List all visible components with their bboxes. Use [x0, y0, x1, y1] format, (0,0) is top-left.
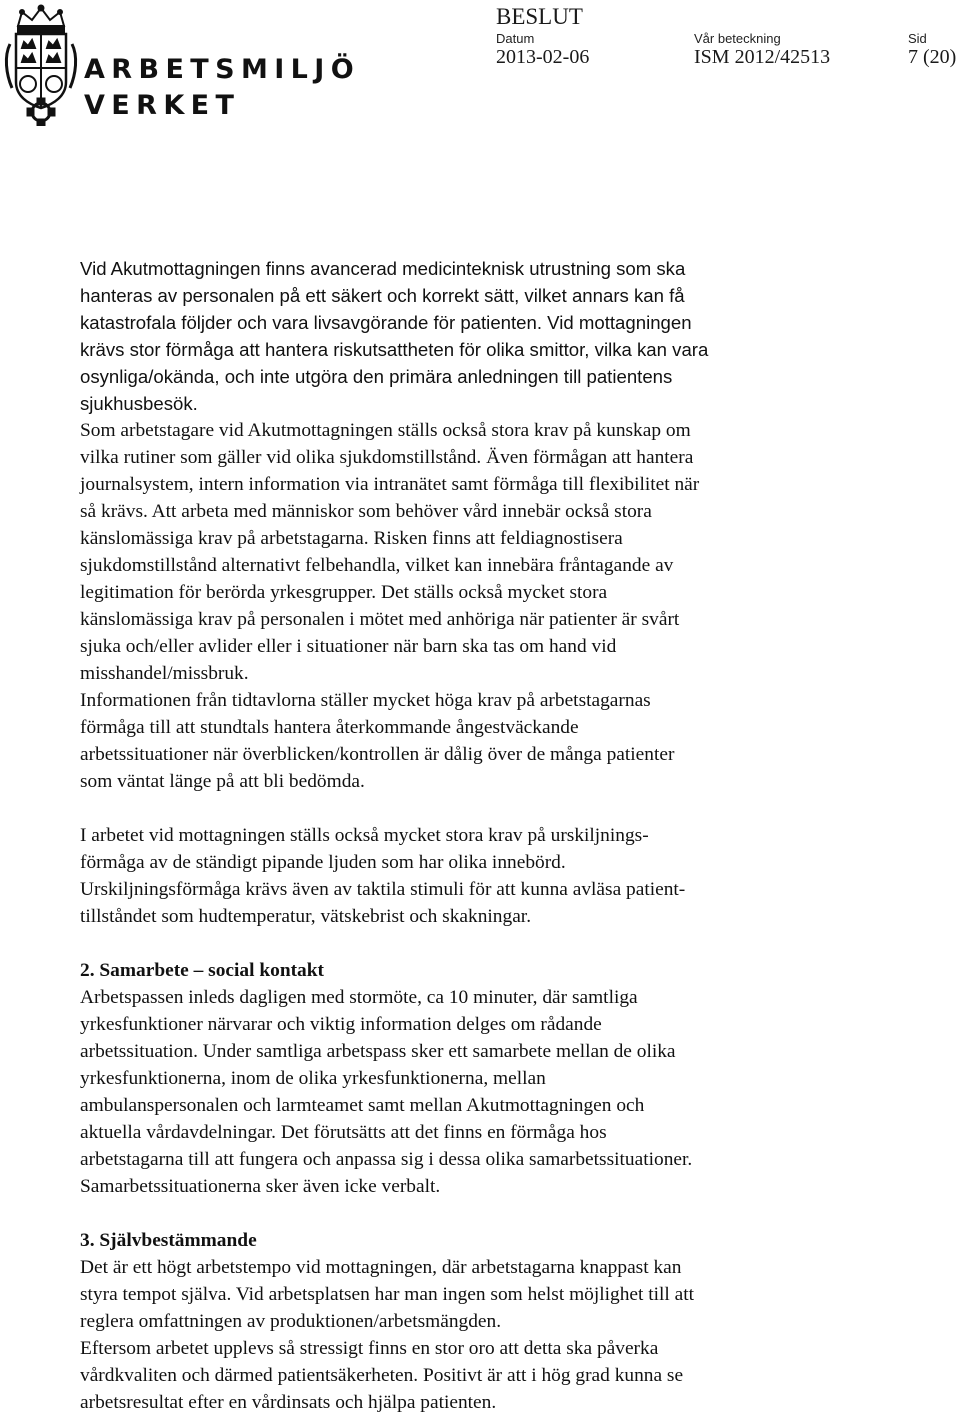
- paragraph: Vid Akutmottagningen finns avancerad medicinteknisk utrustning som ska hanteras av personalen på ett säkert och korrekt sätt, vilket annars kan få katastrofala följder och vara livsavgörande för patienten. Vid mottagningen krävs stor förmåga att hantera riskutsattheten för olika smittor, vilka kan vara osynliga/okända, och inte utgöra den primära anledningen till patientens sjukhusbesök.: [80, 258, 709, 414]
- reference-value: ISM 2012/42513: [694, 46, 831, 68]
- paragraph: Arbetspassen inleds dagligen med stormöte, ca 10 minuter, där samtliga yrkesfunktioner närvarar och viktig information delges om rådande arbetssituation. Under samtliga arbetspass sker ett samarbete mellan de olika yrkesfunktionerna, inom de olika yrkesfunktionerna, mellan ambulanspersonalen och larmteamet samt mellan Akutmottagningen och aktuella vårdavdelningar. Det förutsätts att det finns en förmåga hos arbetstagarna till att fungera och anpassa sig i dessa olika samarbetssituationer. Samarbetssituationerna sker även icke verbalt.: [80, 987, 693, 1197]
- reference-label: Vår beteckning: [694, 31, 781, 46]
- paragraph: Det är ett högt arbetstempo vid mottagningen, där arbetstagarna knappast kan styra tempot själva. Vid arbetsplatsen har man ingen som helst möjlighet till att reglera omfattningen av produktionen/arbetsmängden.: [80, 1257, 695, 1332]
- paragraph: Informationen från tidtavlorna ställer mycket höga krav på arbetstagarnas förmåga till att stundtals hantera återkommande ångestväckande arbetssituationer när överblicken/kontrollen är dålig över de många patienter som väntat länge på att bli bedömda.: [80, 690, 675, 792]
- org-name-line1: ARBETSMILJÖ: [84, 54, 361, 85]
- document-type: BESLUT: [496, 4, 583, 29]
- date-label: Datum: [496, 31, 535, 46]
- page-number: 7 (20): [908, 46, 957, 68]
- document-body: [80, 255, 940, 1416]
- date-value: 2013-02-06: [496, 46, 590, 68]
- org-name-line2: VERKET: [84, 90, 241, 121]
- paragraph: Som arbetstagare vid Akutmottagningen ställs också stora krav på kunskap om vilka rutiner som gäller vid olika sjukdomstillstånd. Även förmågan att hantera journalsystem, intern information via intranätet samt förmåga till flexibilitet när så krävs. Att arbeta med människor som behöver vård innebär också stora känslomässiga krav på arbetstagarna. Risken finns att feldiagnostisera sjukdomstillstånd alternativt felbehandla, vilket kan innebära fråntagande av legitimation för berörda yrkesgrupper. Det ställs också mycket stora känslomässiga krav på personalen i mötet med anhöriga när patienter är svårt sjuka och/eller avlider eller i situationer när barn ska tas om hand vid misshandel/missbruk.: [80, 420, 700, 684]
- agency-logo: [0, 0, 361, 130]
- page-label: Sid: [908, 31, 927, 46]
- paragraph: Urskiljningsförmåga krävs även av taktila stimuli för att kunna avläsa patient- tillståndet som hudtemperatur, vätskebrist och skakningar.: [80, 879, 686, 927]
- section-heading: 2. Samarbete – social kontakt: [80, 960, 324, 981]
- paragraph: I arbetet vid mottagningen ställs också mycket stora krav på urskiljnings- förmåga av de ständigt pipande ljuden som har olika innebörd.: [80, 825, 649, 873]
- coat-of-arms-icon: [2, 4, 80, 126]
- paragraph: Eftersom arbetet upplevs så stressigt finns en stor oro att detta ska påverka vårdkvaliten och därmed patientsäkerheten. Positivt är att i hög grad kunna se arbetsresultat efter en vårdinsats och hjälpa patienten.: [80, 1338, 684, 1413]
- section-heading: 3. Självbestämmande: [80, 1230, 257, 1251]
